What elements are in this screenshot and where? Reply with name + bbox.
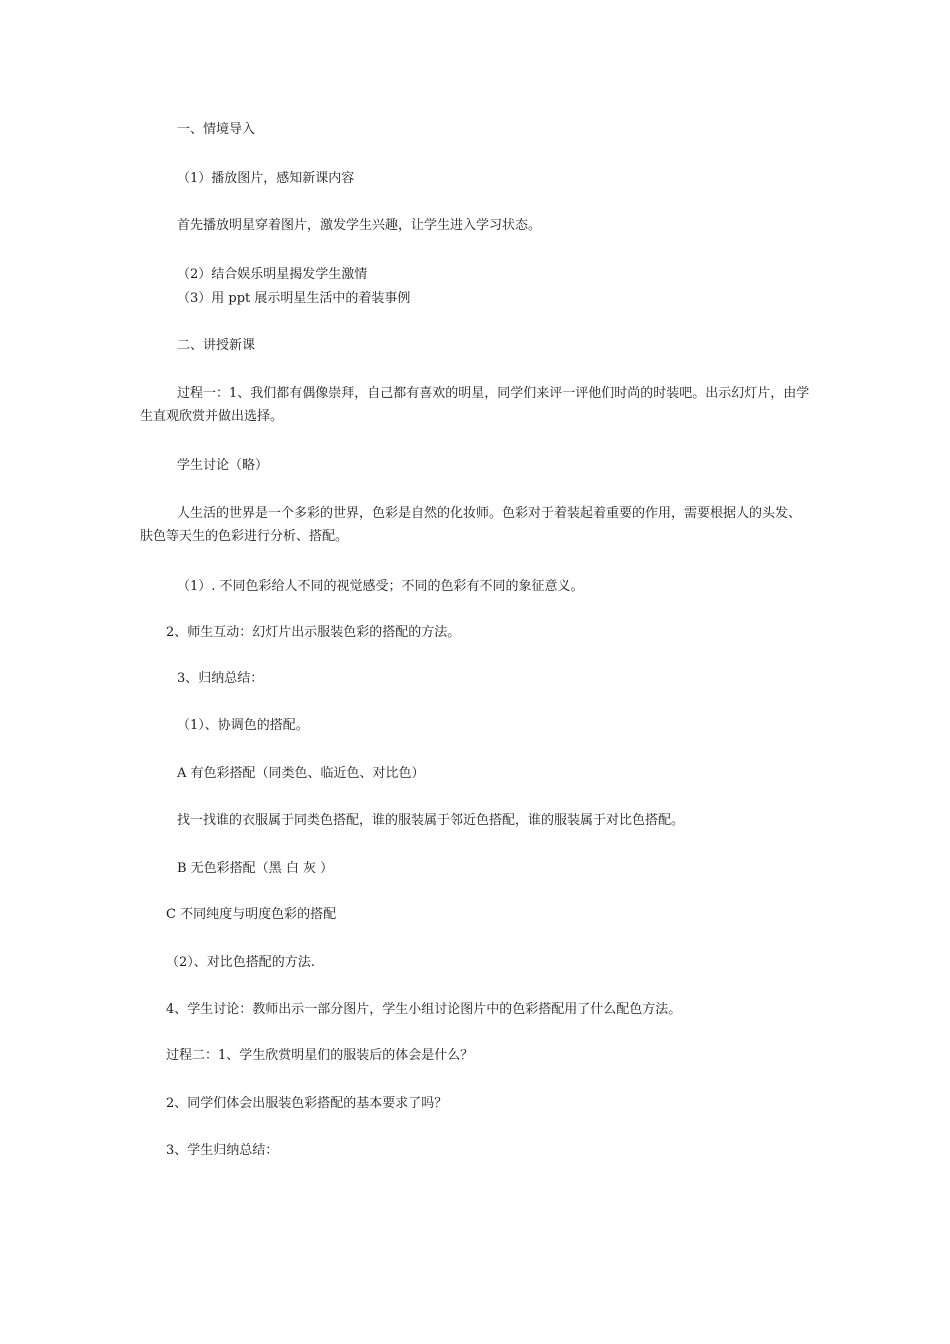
paragraph: 过程二：1、学生欣赏明星们的服装后的体会是什么？ <box>166 1048 474 1063</box>
paragraph: B 无色彩搭配（黑 白 灰 ） <box>177 861 334 876</box>
heading-situation-intro: 一、情境导入 <box>177 122 256 137</box>
paragraph: 首先播放明星穿着图片，激发学生兴趣，让学生进入学习状态。 <box>177 218 542 233</box>
paragraph: 过程一：1、我们都有偶像崇拜，自己都有喜欢的明星，同学们来评一评他们时尚的时装吧。出示幻灯片，由学生直观欣赏并做出选择。 <box>140 386 810 424</box>
paragraph: （2）、对比色搭配的方法. <box>166 955 315 970</box>
paragraph: 3、归纳总结： <box>177 671 264 686</box>
paragraph: 2、同学们体会出服装色彩搭配的基本要求了吗？ <box>166 1096 448 1111</box>
paragraph: 2、师生互动：幻灯片出示服装色彩的搭配的方法。 <box>166 625 461 640</box>
paragraph: 找一找谁的衣服属于同类色搭配，谁的服装属于邻近色搭配，谁的服装属于对比色搭配。 <box>177 813 685 828</box>
paragraph: （3）用 ppt 展示明星生活中的着装事例 <box>177 291 411 306</box>
paragraph: （2）结合娱乐明星揭发学生激情 <box>177 267 368 282</box>
paragraph: （1）. 不同色彩给人不同的视觉感受；不同的色彩有不同的象征意义。 <box>177 579 584 594</box>
paragraph: A 有色彩搭配（同类色、临近色、对比色） <box>177 766 425 781</box>
paragraph: 3、学生归纳总结： <box>166 1143 279 1158</box>
paragraph: C 不同纯度与明度色彩的搭配 <box>166 907 337 922</box>
paragraph: （1）、协调色的搭配。 <box>177 718 309 733</box>
paragraph: （1）播放图片，感知新课内容 <box>177 171 355 186</box>
paragraph: 4、学生讨论：教师出示一部分图片，学生小组讨论图片中的色彩搭配用了什么配色方法。 <box>166 1002 682 1017</box>
heading-new-lesson: 二、讲授新课 <box>177 338 256 353</box>
paragraph: 学生讨论（略） <box>177 458 269 473</box>
paragraph: 人生活的世界是一个多彩的世界，色彩是自然的化妆师。色彩对于着装起着重要的作用，需要根据人的头发、肤色等天生的色彩进行分析、搭配。 <box>140 506 802 544</box>
